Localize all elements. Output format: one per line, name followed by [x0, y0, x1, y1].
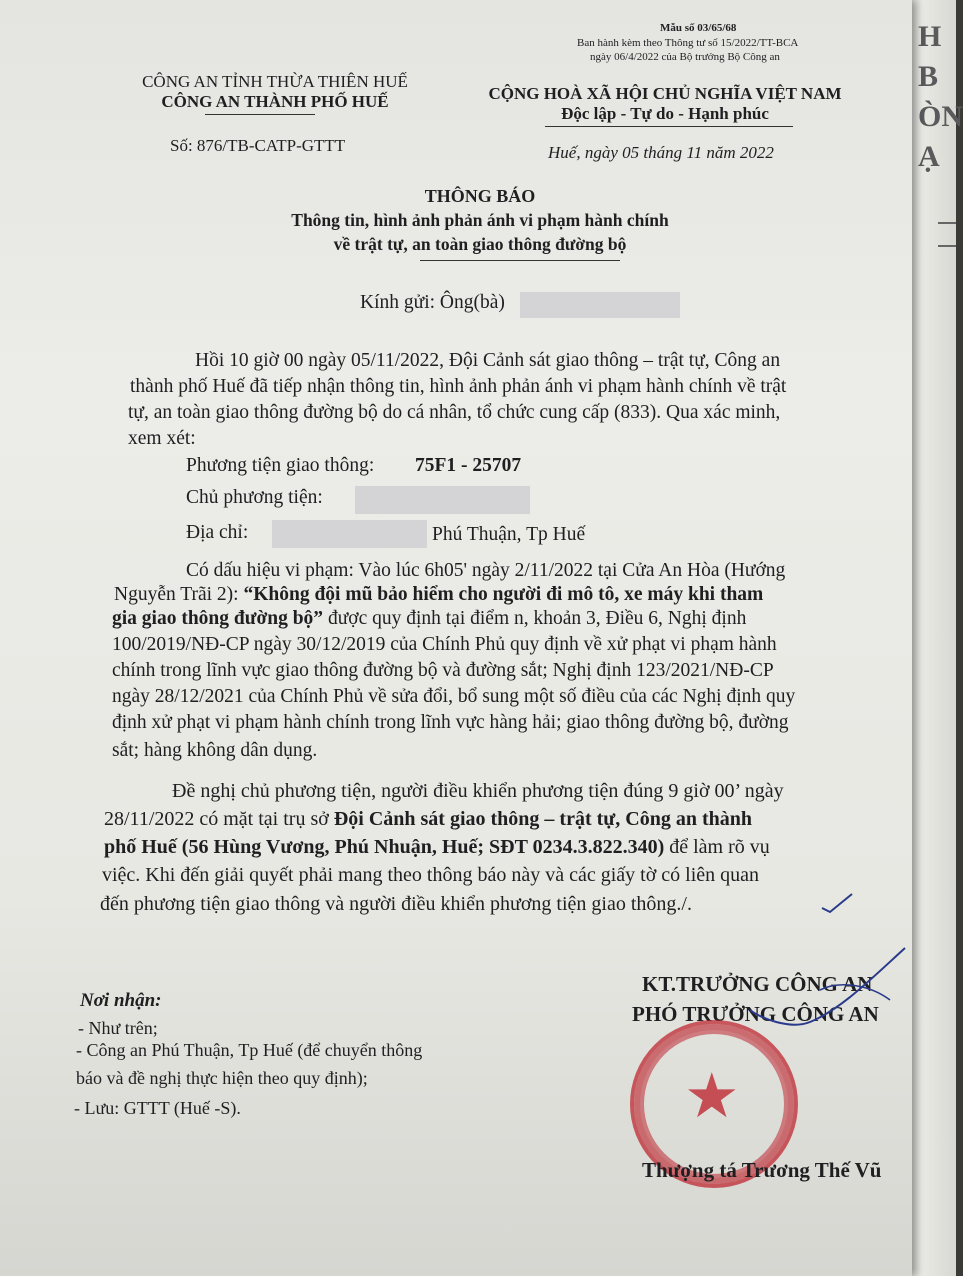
form-issued-by-line1: Ban hành kèm theo Thông tư số 15/2022/TT-BCA: [577, 37, 799, 49]
place-date: Huế, ngày 05 tháng 11 năm 2022: [548, 143, 774, 162]
underlying-page: H B ÒN Ạ: [900, 0, 956, 1276]
redacted-address: [272, 520, 427, 548]
motto-underline: [545, 126, 793, 127]
vehicle-label: Phương tiện giao thông:: [186, 455, 375, 476]
underlying-page-rule: [938, 245, 956, 247]
vehicle-plate: 75F1 - 25707: [415, 455, 522, 476]
request-line5: đến phương tiện giao thông và người điều khiển phương tiện giao thông./.: [100, 893, 692, 915]
violation-line5: chính trong lĩnh vực giao thông đường bộ và đường sắt; Nghị định 123/2021/NĐ-CP: [112, 660, 774, 681]
body-p1-line3: tự, an toàn giao thông đường bộ do cá nhân, tổ chức cung cấp (833). Qua xác minh,: [128, 402, 781, 423]
recipient-item-2-line2: báo và đề nghị thực hiện theo quy định);: [76, 1068, 368, 1088]
violation-line4: 100/2019/NĐ-CP ngày 30/12/2019 của Chính Phủ quy định về xử phạt vi phạm hành: [112, 634, 777, 655]
violation-line7: định xử phạt vi phạm hành chính trong lĩnh vực hàng hải; giao thông đường bộ, đường: [112, 712, 789, 733]
request-line3: phố Huế (56 Hùng Vương, Phú Nhuận, Huế; SĐT 0234.3.822.340) để làm rõ vụ: [104, 836, 770, 858]
body-p1-line4: xem xét:: [128, 428, 196, 449]
violation-line8: sắt; hàng không dân dụng.: [112, 740, 318, 761]
form-issued-by-line2: ngày 06/4/2022 của Bộ trưởng Bộ Công an: [590, 51, 780, 63]
recipient-item-2-line1: - Công an Phú Thuận, Tp Huế (để chuyển thông: [76, 1040, 423, 1060]
national-title: CỘNG HOÀ XÃ HỘI CHỦ NGHĨA VIỆT NAM: [488, 84, 842, 103]
request-line2: 28/11/2022 có mặt tại trụ sở Đội Cảnh sát giao thông – trật tự, Công an thành: [104, 808, 752, 830]
redacted-addressee: [520, 292, 680, 318]
national-motto: Độc lập - Tự do - Hạnh phúc: [561, 104, 769, 123]
recipients-label: Nơi nhận:: [80, 990, 162, 1011]
body-p1-line1: Hồi 10 giờ 00 ngày 05/11/2022, Đội Cảnh sát giao thông – trật tự, Công an: [195, 350, 781, 371]
recipient-item-1: - Như trên;: [78, 1018, 158, 1038]
seal-star-icon: ★: [684, 1063, 740, 1131]
agency-name: CÔNG AN THÀNH PHỐ HUẾ: [161, 92, 389, 111]
form-number: Mẫu số 03/65/68: [660, 22, 737, 34]
owner-label: Chủ phương tiện:: [186, 487, 323, 508]
request-line4: việc. Khi đến giải quyết phải mang theo thông báo này và các giấy tờ có liên quan: [102, 864, 760, 886]
addressee-label: Kính gửi: Ông(bà): [360, 292, 505, 313]
notice-subtitle-line2: về trật tự, an toàn giao thông đường bộ: [333, 234, 627, 254]
document-number: Số: 876/TB-CATP-GTTT: [170, 136, 346, 155]
recipient-item-3: - Lưu: GTTT (Huế -S).: [74, 1098, 241, 1118]
notice-title: THÔNG BÁO: [424, 186, 536, 206]
address-label: Địa chỉ:: [186, 522, 249, 543]
address-value: Phú Thuận, Tp Huế: [432, 524, 586, 545]
redacted-owner: [355, 486, 530, 514]
violation-line2: Nguyễn Trãi 2): “Không đội mũ bảo hiểm cho người đi mô tô, xe máy khi tham: [114, 584, 764, 605]
agency-underline: [205, 114, 315, 115]
notice-subtitle-line1: Thông tin, hình ảnh phản ánh vi phạm hành chính: [291, 210, 669, 230]
body-p1-line2: thành phố Huế đã tiếp nhận thông tin, hình ảnh phản ánh vi phạm hành chính về trật: [130, 376, 787, 397]
underlying-page-rule: [938, 222, 956, 224]
parent-agency: CÔNG AN TỈNH THỪA THIÊN HUẾ: [142, 72, 408, 91]
violation-line6: ngày 28/12/2021 của Chính Phủ về sửa đổi, bổ sung một số điều của các Nghị định quy: [112, 686, 796, 707]
handwritten-tick: [818, 890, 858, 920]
signature-title-line2: PHÓ TRƯỞNG CÔNG AN: [632, 1002, 879, 1026]
request-line1: Đề nghị chủ phương tiện, người điều khiển phương tiện đúng 9 giờ 00’ ngày: [172, 780, 784, 802]
subtitle-underline: [420, 260, 620, 261]
signatory-name: Thượng tá Trương Thế Vũ: [642, 1158, 882, 1182]
violation-line3: gia giao thông đường bộ” được quy định tại điểm n, khoản 3, Điều 6, Nghị định: [112, 608, 747, 629]
signature-title-line1: KT.TRƯỞNG CÔNG AN: [642, 972, 873, 996]
violation-line1: Có dấu hiệu vi phạm: Vào lúc 6h05' ngày 2/11/2022 tại Cửa An Hòa (Hướng: [186, 560, 786, 581]
handwritten-signature: [700, 940, 930, 1040]
